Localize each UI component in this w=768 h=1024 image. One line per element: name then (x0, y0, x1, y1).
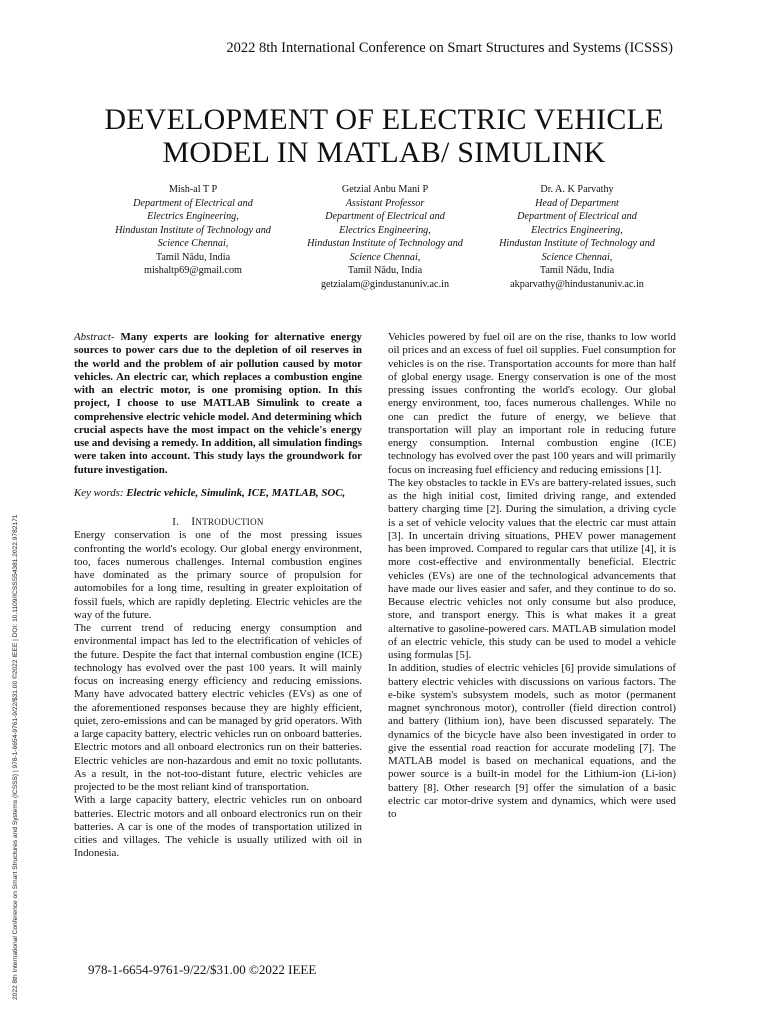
author-department: Department of Electrical and (325, 211, 445, 222)
author-institution: Science Chennai, (157, 238, 229, 249)
keywords (74, 487, 362, 500)
abstract (74, 331, 362, 477)
author-institution: Hindustan Institute of Technology and (499, 238, 655, 249)
author-position: Assistant Professor (345, 197, 425, 209)
author-institution: Science Chennai, (349, 251, 421, 263)
author-institution: Hindustan Institute of Technology and (115, 224, 271, 236)
author-institution: Science Chennai, (541, 251, 613, 263)
author-department: Electrics Engineering, (531, 224, 623, 236)
right-column (388, 331, 676, 821)
author-department: Department of Electrical and (517, 211, 637, 222)
author-department: Electrics Engineering, (147, 211, 239, 222)
section-title-rest: NTRODUCTION (195, 517, 264, 527)
section-number: I. (172, 516, 180, 528)
author-email: mishaltp69@gmail.com (144, 265, 242, 276)
abstract-text: Many experts are looking for alternative energy sources to power cars due to the depletion of oil reserves in the world and the problem of air pollution caused by motor vehicles. An electric car, which replaces a combustion engine with an electric motor, is one promising option. In this project, I choose to use MATLAB Simulink to create a comprehensive electric vehicle model. And determining which crucial aspects have the most impact on the vehicle's energy use and devising a remedy. In addition, all simulation findings were taken into account. This study lays the groundwork for future investigation. (74, 331, 362, 476)
abstract-lead: Abstract- (74, 331, 115, 343)
author-2 (287, 183, 483, 291)
paper-title-line-1: DEVELOPMENT OF ELECTRIC VEHICLE (104, 103, 664, 136)
author-email: akparvathy@hindustanuniv.ac.in (510, 278, 644, 290)
footer-copyright: 978-1-6654-9761-9/22/$31.00 ©2022 IEEE (88, 962, 317, 977)
section-title-initial: I (191, 516, 196, 528)
author-3 (479, 183, 675, 291)
section-heading-introduction (74, 516, 362, 529)
author-name: Getzial Anbu Mani P (341, 184, 429, 195)
author-position: Head of Department (535, 197, 619, 209)
body-paragraph: In addition, studies of electric vehicles [6] provide simulations of battery electric vehicles with discussions on various factors. The e-bike system's subsystem models, such as motor (permanent magnet synchronous motor), controller (field direction control) and battery (lithium ion), have been discussed separately. The dynamics of the bicycle have also been investigated in order to give the essential road reaction for accurate modeling [7]. The MATLAB model is based on mechanical equations, and the power source is a built-in model for the Lithium-ion (Li-ion) battery [8]. Other research [9] offer the simulation of a basic electric car motor-drive system and dynamics, which were used to (388, 662, 676, 820)
author-department: Department of Electrical and (133, 197, 253, 209)
keywords-lead: Key words: (74, 486, 124, 499)
conference-header: 2022 8th International Conference on Smart Structures and Systems (ICSSS) (226, 40, 673, 56)
body-paragraph: With a large capacity battery, electric vehicles run on onboard batteries. Electric motors and all onboard electronics run on their batteries. A car is one of the modes of transportation utilized in cities and villages. The vehicle is usually utilized with oil in Indonesia. (74, 794, 362, 860)
side-doi-identifier: 2022 8th International Conference on Smart Structures and Systems (ICSSS) | 978-1-6654-9761-9/22/$31.00 ©2022 IEEE | DOI: 10.1109/ICSSS54381.2022.9782171 (12, 514, 19, 1000)
author-location: Tamil Nādu, India (539, 265, 615, 276)
paper-title-line-2: MODEL IN MATLAB/ SIMULINK (162, 136, 606, 169)
body-paragraph: Energy conservation is one of the most pressing issues confronting the world's ecology. Our global energy environment, too, faces numerous challenges. Internal combustion engines have dominated as the primary source of propulsion for automobiles for a long time, resulting in greater exploitation of fossil fuels, which are rapidly depleting. Electric vehicles are the way of the future. (74, 529, 362, 621)
author-name: Dr. A. K Parvathy (540, 184, 614, 195)
body-paragraph: The current trend of reducing energy consumption and environmental impact has led to the electrification of vehicles of the future. Despite the fact that internal combustion engine (ICE) technology has evolved over the past 100 years. It will mainly focus on increasing energy efficiency and reducing emissions. Many have advocated battery electric vehicles (EVs) as one of the aforementioned responses because they are highly efficient, quiet, zero-emissions and can be managed by grid operators. With a large capacity battery, electric vehicles run on onboard batteries. Electric motors and all onboard electronics run on their batteries. Electric vehicles are non-hazardous and emit no toxic pollutants. As a result, in the not-too-distant future, electric vehicles are projected to be the most reliant kind of transportation. (74, 622, 362, 793)
author-1 (95, 183, 291, 278)
author-institution: Hindustan Institute of Technology and (307, 238, 463, 249)
body-paragraph: Vehicles powered by fuel oil are on the rise, thanks to low world oil prices and an excess of fuel oil supplies. Fuel consumption for vehicles is on the rise. Transportation accounts for more than half of global energy usage. Energy conservation is one of the most pressing issues confronting the world's ecology. Our global energy environment, too, faces numerous challenges. While no one can predict the future of energy, we believe that transportation will play an important role in reducing future energy consumption. Internal combustion engine (ICE) technology has evolved over the past 100 years and will primarily focus on increasing fuel efficiency and reducing emissions [1]. (388, 331, 676, 476)
author-department: Electrics Engineering, (339, 224, 431, 236)
left-column (74, 331, 362, 861)
author-location: Tamil Nādu, India (347, 265, 423, 276)
author-email: getzialam@gindustanuniv.ac.in (320, 278, 450, 290)
body-paragraph: The key obstacles to tackle in EVs are battery-related issues, such as the high initial cost, limited driving range, and extended battery charging time [2]. During the simulation, a driving cycle is a set of vehicle velocity values that the electric car must attain [3]. In uncertain driving situations, PHEV power management has been improved. Compared to regular cars that utilize [4], it is more cost-effective and environmentally beneficial. Electric vehicles (EVs) are one of the technological advancements that have made our lives easier and safer, and they continue to do so. Because electric vehicles not only consume but also produce, store, and transport energy. This is what makes it a great alternative to gasoline-powered cars. MATLAB simulation model of an electric vehicle, this study can be used to model a vehicle using formulas [5]. (388, 476, 676, 661)
paper-title (0, 103, 768, 169)
author-name: Mish-al T P (168, 184, 218, 195)
author-location: Tamil Nādu, India (155, 251, 231, 263)
keywords-text: Electric vehicle, Simulink, ICE, MATLAB, SOC, (123, 486, 346, 499)
